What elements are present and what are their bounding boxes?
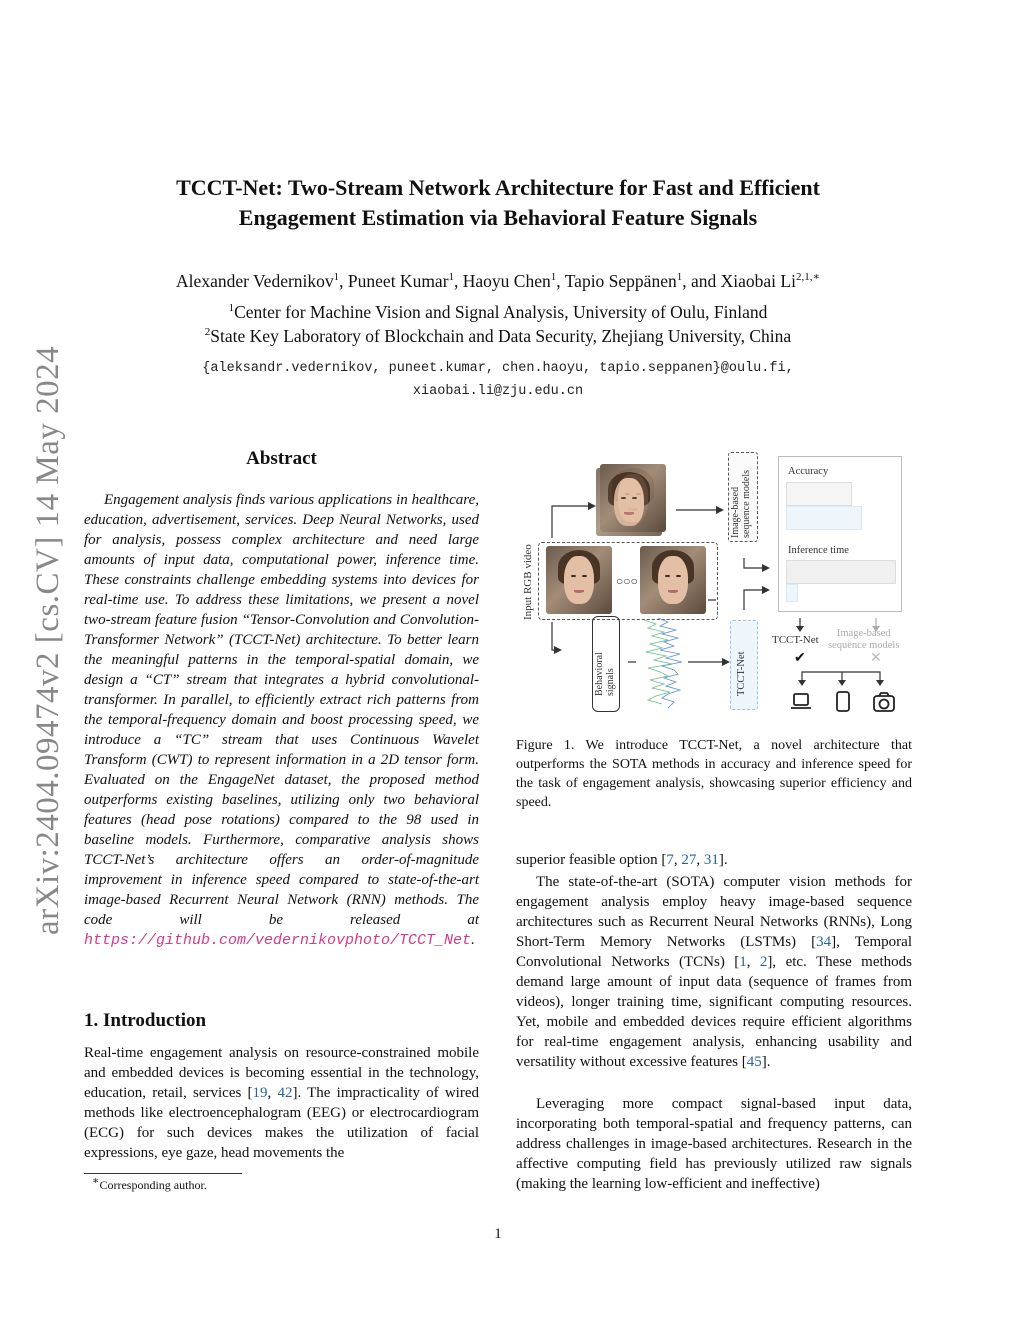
- title-line-2: Engagement Estimation via Behavioral Feature Signals: [238, 205, 758, 230]
- footnote-divider: [84, 1173, 242, 1174]
- cross-icon: ✕: [870, 651, 882, 666]
- frames-ellipsis: ○○○: [616, 574, 638, 588]
- inference-bar-baseline: [786, 560, 896, 584]
- footnote-text: Corresponding author.: [99, 1178, 207, 1192]
- accuracy-label: Accuracy: [788, 466, 829, 477]
- inference-bar-tcct: [786, 584, 798, 602]
- inference-time-label: Inference time: [788, 545, 849, 556]
- author-name: Tapio Seppänen: [564, 271, 677, 291]
- citation-link[interactable]: 45: [746, 1054, 762, 1070]
- abstract-end: .: [471, 932, 475, 948]
- label-line: signals: [605, 668, 616, 696]
- affiliation-text: State Key Laboratory of Blockchain and Data Security, Zhejiang University, China: [210, 326, 792, 346]
- citation-link[interactable]: 42: [277, 1085, 293, 1101]
- intro-text: ,: [267, 1085, 278, 1101]
- affiliation-1: [60, 301, 936, 323]
- author-sup: 1: [448, 271, 455, 284]
- author-name: Alexander Vedernikov: [176, 271, 334, 291]
- citation-link[interactable]: 27: [681, 852, 697, 868]
- title-line-1: TCCT-Net: Two-Stream Network Architecture for Fast and Efficient: [176, 175, 820, 200]
- camera-icon: [880, 700, 889, 709]
- label-line: sequence models: [741, 469, 752, 538]
- arxiv-stamp: arXiv:2404.09474v2 [cs.CV] 14 May 2024: [30, 345, 66, 935]
- signal-waveform: [638, 616, 686, 710]
- citation-link[interactable]: 7: [666, 852, 674, 868]
- image-based-model-label: [730, 470, 752, 538]
- paper-title: [90, 173, 906, 233]
- tcct-net-label: TCCT-Net: [772, 634, 819, 646]
- author-sup: 2,1,∗: [795, 271, 820, 284]
- affiliation-sup: 2: [204, 326, 211, 339]
- citation-link[interactable]: 1: [739, 954, 747, 970]
- citation-link[interactable]: 2: [759, 954, 768, 970]
- affiliation-text: Center for Machine Vision and Signal Analysis, University of Oulu, Finland: [234, 302, 768, 322]
- author-name: Xiaobai Li: [720, 271, 796, 291]
- arrow-to-signals: [552, 622, 556, 650]
- accuracy-bar-baseline: [786, 482, 852, 506]
- email-line-2: xiaobai.li@zju.edu.cn: [412, 384, 584, 399]
- input-rgb-video-label: Input RGB video: [522, 544, 534, 620]
- body-text: ].: [761, 1054, 771, 1070]
- body-text: ], etc. These methods demand large amount of input data (sequence of frames from videos), longer training time, significant computing resources. Yet, mobile and embedded devices require efficient algorithms for real-time engagement analysis, enhancing usability and versatility without excessive features [: [516, 954, 913, 1070]
- accuracy-bar-tcct: [786, 506, 862, 530]
- body-text: ].: [718, 852, 728, 868]
- affiliation-2: [60, 325, 936, 347]
- intro-text: Real-time engagement analysis on resource-constrained mobile and embedded devices is becoming essential in the technology, education, retail, services [: [84, 1045, 479, 1101]
- abstract-text: Engagement analysis finds various applications in healthcare, education, advertisement, services. Deep Neural Networks, used for analysis, possess complex architecture and need large amounts of input data, computational power, inference time. These constraints challenge embedding systems into devices for real-time use. To address these limitations, we present a novel two-stream feature fusion “Tensor-Convolution and Convolution-Transformer Network” (TCCT-Net) architecture. To better learn the meaningful patterns in the temporal-spatial domain, we design a “CT” stream that integrates a hybrid convolutional-transformer. In parallel, to efficiently extract rich patterns from the temporal-frequency domain and boost processing speed, we introduce a “TC” stream that uses Continuous Wavelet Transform (CWT) to represent information in a 2D tensor form. Evaluated on the EngageNet dataset, the proposed method outperforms existing baselines, utilizing only two behavioral features (head pose rotations) compared to the 98 used in baseline models. Furthermore, comparative analysis shows TCCT-Net’s architecture offers an order-of-magnitude improvement in inference speed compared to state-of-the-art image-based Recurrent Neural Network (RNN) methods. The code will be released at: [84, 492, 479, 928]
- author-list: Alexander Vedernikov$^1$, Puneet Kumar$^1$, Haoyu Chen$^1$, Tapio Seppänen$^1$, and Xiaobai $Li^{2,1,∗}$: [176, 271, 820, 291]
- citation-link[interactable]: 34: [816, 934, 832, 950]
- author-name: Puneet Kumar: [347, 271, 449, 291]
- footnote: [92, 1175, 207, 1193]
- image-based-label: [828, 628, 899, 652]
- body-text: The state-of-the-art (SOTA) computer vision methods for engagement analysis employ heavy image-based sequence architectures such as Recurrent Neural Networks (RNNs), Long Short-Term Memory Networks (LSTMs) [: [516, 874, 912, 950]
- right-column-paragraph-2: Leveraging more compact signal-based input data, incorporating both temporal-spatial and frequency patterns, can address challenges in image-based architectures. Research in the affective computing field has previously utilized raw signals (making the learning low-efficient and ineffective): [516, 1096, 912, 1192]
- author-sup: 1: [333, 271, 340, 284]
- arrow-to-image-frames: [552, 506, 588, 538]
- right-column-paragraph-1: The state-of-the-art (SOTA) computer vision methods for engagement analysis employ heavy image-based sequence architectures such as Recurrent Neural Networks (RNNs), Long Short-Term Memory Networks (LSTMs) [34], Temporal Convolutional Networks (TCNs) [1, 2], etc. These methods demand large amount of input data (sequence of frames from videos), longer training time, significant computing resources. Yet, mobile and embedded devices require efficient algorithms for real-time engagement analysis, enhancing usability and versatility without excessive features [45].: [516, 874, 913, 1070]
- behavioral-signals-label: [594, 652, 616, 696]
- abstract-heading: Abstract: [246, 448, 317, 469]
- author-name: Haoyu Chen: [462, 271, 551, 291]
- arrow-image-to-results: [744, 558, 762, 568]
- device-icons: [788, 690, 898, 716]
- affiliation-sup: 1: [228, 302, 235, 315]
- abstract-body: [84, 490, 479, 951]
- author-sup: 1: [676, 271, 683, 284]
- right-column-paragraph-0: superior feasible option [7, 27, 31].: [516, 852, 728, 868]
- arrow-tcct-to-results: [744, 590, 762, 610]
- tcct-net-vertical-label: TCCT-Net: [736, 651, 747, 696]
- citation-link[interactable]: 19: [252, 1085, 268, 1101]
- laptop-icon: [794, 694, 808, 705]
- intro-text: ]. The impracticality of wired methods like electroencephalogram (EEG) or electrocardiogram (ECG) for such devices makes the utilization of facial expressions, eye gaze, head movements the: [84, 1085, 479, 1161]
- introduction-paragraph: [84, 1043, 479, 1163]
- page-number: 1: [494, 1226, 502, 1242]
- label-line: Image-based: [836, 628, 891, 639]
- label-line: Behavioral: [594, 652, 605, 696]
- citation-link[interactable]: 31: [703, 852, 719, 868]
- phone-icon: [837, 692, 849, 711]
- figure-caption: Figure 1. We introduce TCCT-Net, a novel architecture that outperforms the SOTA methods in accuracy and inference speed for the task of engagement analysis, showcasing superior efficiency and speed.: [516, 738, 912, 810]
- label-line: sequence models: [828, 640, 900, 651]
- body-text: ], Temporal Convolutional Networks (TCNs) [: [516, 934, 912, 970]
- body-text: superior feasible option [: [516, 852, 667, 868]
- code-link[interactable]: https://github.com/vedernikovphoto/TCCT_Net: [84, 932, 472, 949]
- check-icon: ✔: [794, 651, 806, 666]
- label-line: Image-based: [730, 486, 741, 538]
- figure-1: [516, 450, 912, 730]
- author-sup: 1: [550, 271, 557, 284]
- email-line-1: {aleksandr.vedernikov, puneet.kumar, chen.haoyu, tapio.seppanen}@oulu.fi,: [202, 361, 794, 376]
- section-heading-introduction: 1. Introduction: [84, 1010, 207, 1031]
- footnote-mark: ∗: [92, 1175, 100, 1187]
